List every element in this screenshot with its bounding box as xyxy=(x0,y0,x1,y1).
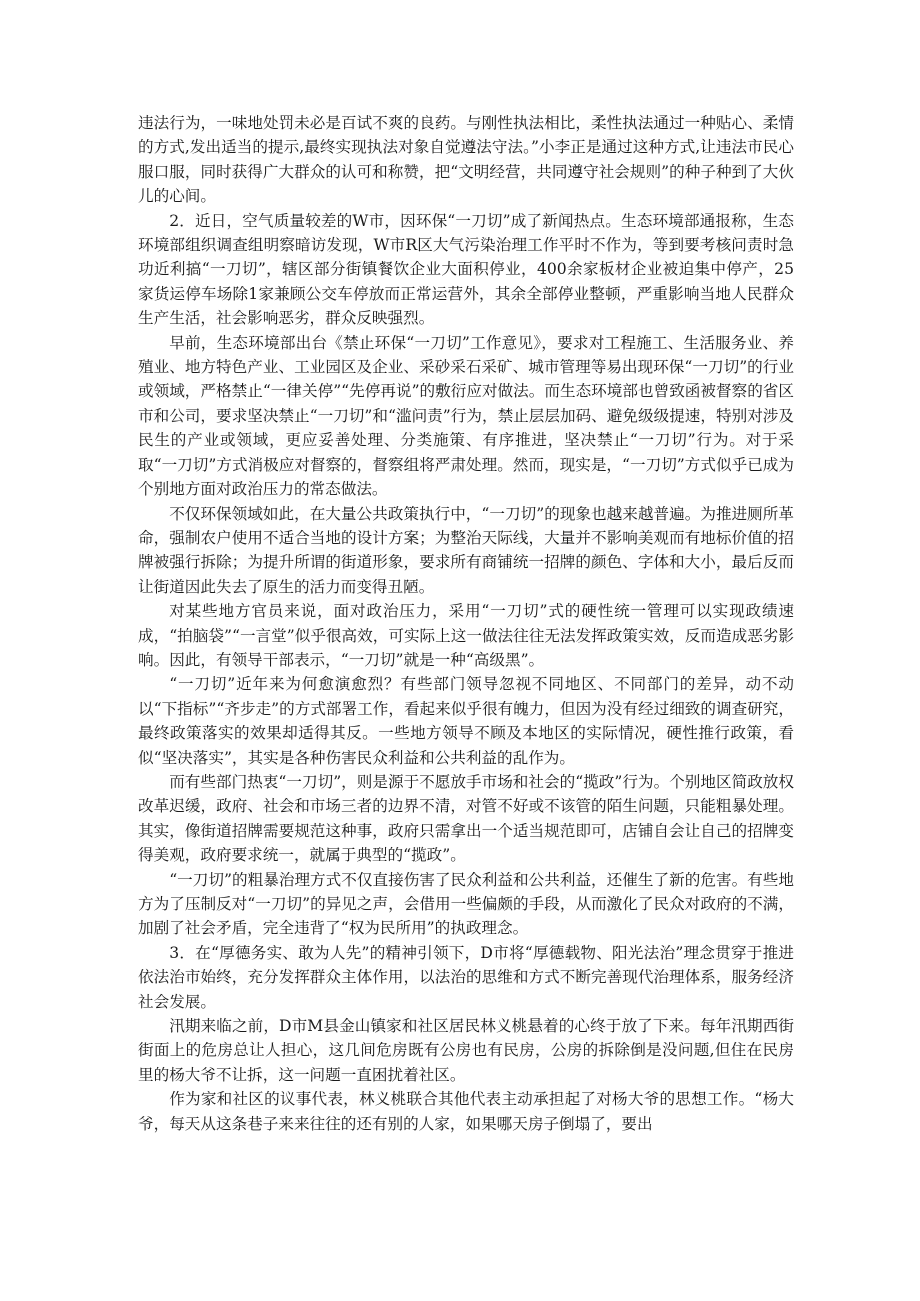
paragraph-4: 不仅环保领域如此，在大量公共政策执行中，“一刀切”的现象也越来越普遍。为推进厕所革命，强制农户使用不适合当地的设计方案；为整治天际线，大量并不影响美观而有地标价值的招牌被强行拆除；为提升所谓的街道形象，要求所有商铺统一招牌的颜色、字体和大小，最后反而让街道因此失去了原生的活力而变得丑陋。 xyxy=(138,504,794,596)
paragraph-1: 违法行为，一味地处罚未必是百试不爽的良药。与刚性执法相比，柔性执法通过一种贴心、柔情的方式,发出适当的提示,最终实现执法对象自觉遵法守法。”小李正是通过这种方式,让违法市民心服口服，同时获得广大群众的认可和称赞，把“文明经营，共同遵守社会规则”的种子种到了大伙儿的心间。 xyxy=(138,114,794,206)
paragraph-5: 对某些地方官员来说，面对政治压力，采用“一刀切”式的硬性统一管理可以实现政绩速成，“拍脑袋”“一言堂”似乎很高效，可实际上这一做法往往无法发挥政策实效，反而造成恶劣影响。因此，有领导干部表示，“一刀切”就是一种“高级黑”。 xyxy=(138,602,794,669)
paragraph-11: 作为家和社区的议事代表，林义桃联合其他代表主动承担起了对杨大爷的思想工作。“杨大爷，每天从这条巷子来来往往的还有别的人家，如果哪天房子倒塌了，要出 xyxy=(138,1090,794,1133)
paragraph-9: 3．在“厚德务实、敢为人先”的精神引领下，D市将“厚德载物、阳光法治”理念贯穿于推进依法治市始终，充分发挥群众主体作用，以法治的思维和方式不断完善现代治理体系，服务经济社会发展。 xyxy=(138,943,794,1011)
paragraph-6: “一刀切”近年来为何愈演愈烈？有些部门领导忽视不同地区、不同部门的差异，动不动以“下指标”“齐步走”的方式部署工作，看起来似乎很有魄力，但因为没有经过细致的调查研究，最终政策落实的效果却适得其反。一些地方领导不顾及本地区的实际情况，硬性推行政策，看似“坚决落实”，其实是各种伤害民众利益和公共利益的乱作为。 xyxy=(138,675,794,767)
paragraph-7: 而有些部门热衷“一刀切”，则是源于不愿放手市场和社会的“揽政”行为。个别地区简政放权改革迟缓，政府、社会和市场三者的边界不清，对管不好或不该管的陌生问题，只能粗暴处理。其实，像街道招牌需要规范这种事，政府只需拿出一个适当规范即可，店铺自会让自己的招牌变得美观，政府要求统一，就属于典型的“揽政”。 xyxy=(138,772,794,865)
paragraph-10: 汛期来临之前，D市M县金山镇家和社区居民林义桃悬着的心终于放了下来。每年汛期西街街面上的危房总让人担心，这几间危房既有公房也有民房，公房的拆除倒是没问题,但住在民房里的杨大爷不让拆，这一问题一直困扰着社区。 xyxy=(138,1017,794,1084)
paragraph-2: 2．近日，空气质量较差的W市，因环保“一刀切”成了新闻热点。生态环境部通报称，生态环境部组织调查组明察暗访发现，W市R区大气污染治理工作平时不作为，等到要考核问责时急功近利搞“一刀切”，辖区部分街镇餐饮企业大面积停业，400余家板材企业被迫集中停产，25家货运停车场除1家兼顾公交车停放而正常运营外，其余全部停业整顿，严重影响当地人民群众生产生活，社会影响恶劣，群众反映强烈。 xyxy=(138,211,794,328)
paragraph-8: “一刀切”的粗暴治理方式不仅直接伤害了民众利益和公共利益，还催生了新的危害。有些地方为了压制反对“一刀切”的异见之声，会借用一些偏颇的手段，从而激化了民众对政府的不满，加剧了社会矛盾，完全违背了“权为民所用”的执政理念。 xyxy=(138,870,794,938)
paragraph-3: 早前，生态环境部出台《禁止环保“一刀切”工作意见》，要求对工程施工、生活服务业、养殖业、地方特色产业、工业园区及企业、采砂采石采矿、城市管理等易出现环保“一刀切”的行业或领域，严格禁止“一律关停”“先停再说”的敷衍应对做法。而生态环境部也曾致函被督察的省区市和公司，要求坚决禁止“一刀切”和“滥问责”行为，禁止层层加码、避免级级提速，特别对涉及民生的产业或领域，更应妥善处理、分类施策、有序推进，坚决禁止“一刀切”行为。对于采取“一刀切”方式消极应对督察的，督察组将严肃处理。然而，现实是，“一刀切”方式似乎已成为个别地方面对政治压力的常态做法。 xyxy=(138,333,794,499)
document-body xyxy=(138,111,794,1136)
